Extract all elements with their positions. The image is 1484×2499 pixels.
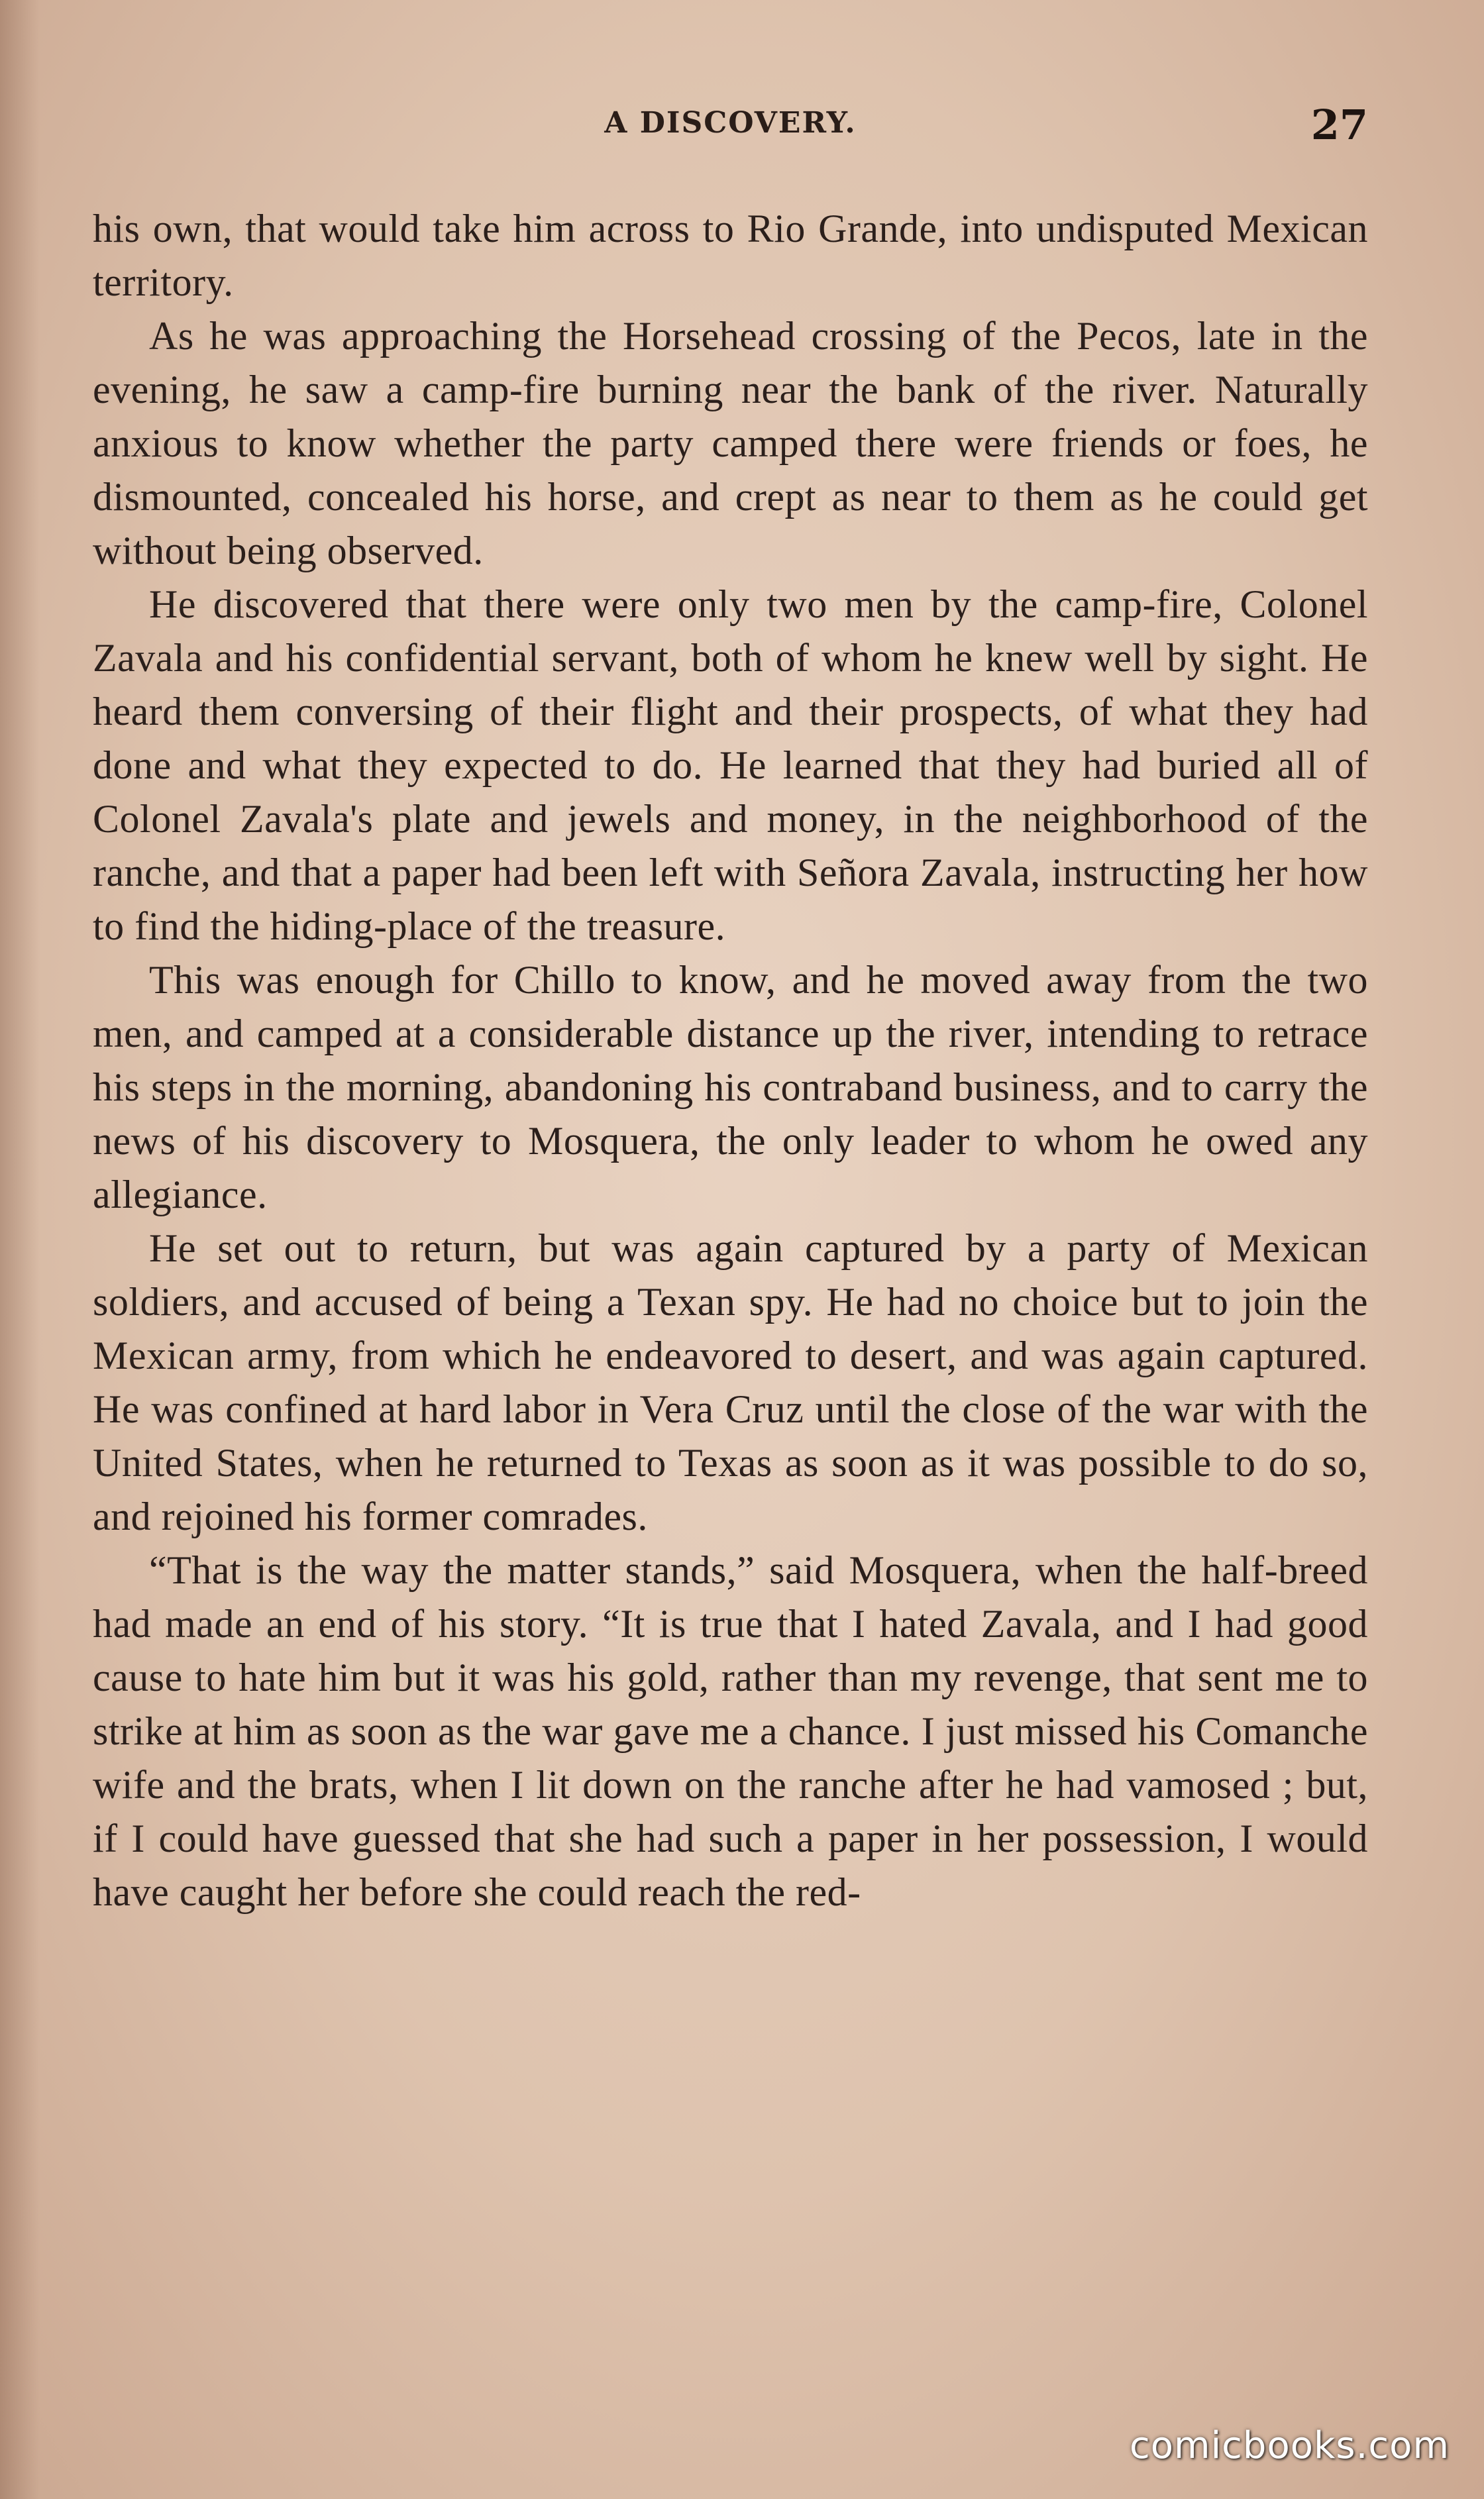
chapter-title: A DISCOVERY. (604, 106, 857, 140)
body-text (93, 202, 1368, 1919)
watermark: comicbooks.com (1129, 2424, 1450, 2467)
paragraph-2: As he was approaching the Horsehead crossing of the Pecos, late in the evening, he saw a camp-fire burning near the bank of the river. Naturally anxious to know whether the party camped there were friends or foes, he dismounted, concealed his horse, and crept as near to them as he could get without being observed. (93, 314, 1368, 572)
paragraph-6: “That is the way the matter stands,” said Mosquera, when the half-breed had made an end of his story. “It is true that I hated Zavala, and I had good cause to hate him but it was his gold, rather than my revenge, that sent me to strike at him as soon as the war gave me a chance. I just missed his Comanche wife and the brats, when I lit down on the ranche after he had vamosed ; but, if I could have guessed that she had such a paper in her possession, I would have caught her before she could reach the red- (93, 1548, 1368, 1914)
page-number: 27 (1310, 101, 1368, 149)
paragraph-1: his own, that would take him across to Rio Grande, into undisputed Mexican territory. (93, 207, 1368, 304)
page-edge-shadow (0, 0, 40, 2499)
paragraph-5: He set out to return, but was again captured by a party of Mexican soldiers, and accused of being a Texan spy. He had no choice but to join the Mexican army, from which he endeavored to desert, and was again captured. He was confined at hard labor in Vera Cruz until the close of the war with the United States, when he returned to Texas as soon as it was possible to do so, and rejoined his former comrades. (93, 1226, 1368, 1538)
paragraph-4: This was enough for Chillo to know, and he moved away from the two men, and camped at a considerable distance up the river, intending to retrace his steps in the morning, abandoning his contraband business, and to carry the news of his discovery to Mosquera, the only leader to whom he owed any allegiance. (93, 958, 1368, 1216)
paragraph-3: He discovered that there were only two men by the camp-fire, Colonel Zavala and his confidential servant, both of whom he knew well by sight. He heard them conversing of their flight and their prospects, of what they had done and what they expected to do. He learned that they had buried all of Colonel Zavala's plate and jewels and money, in the neighborhood of the ranche, and that a paper had been left with Señora Zavala, instructing her how to find the hiding-place of the treasure. (93, 582, 1368, 948)
running-head (93, 101, 1368, 166)
